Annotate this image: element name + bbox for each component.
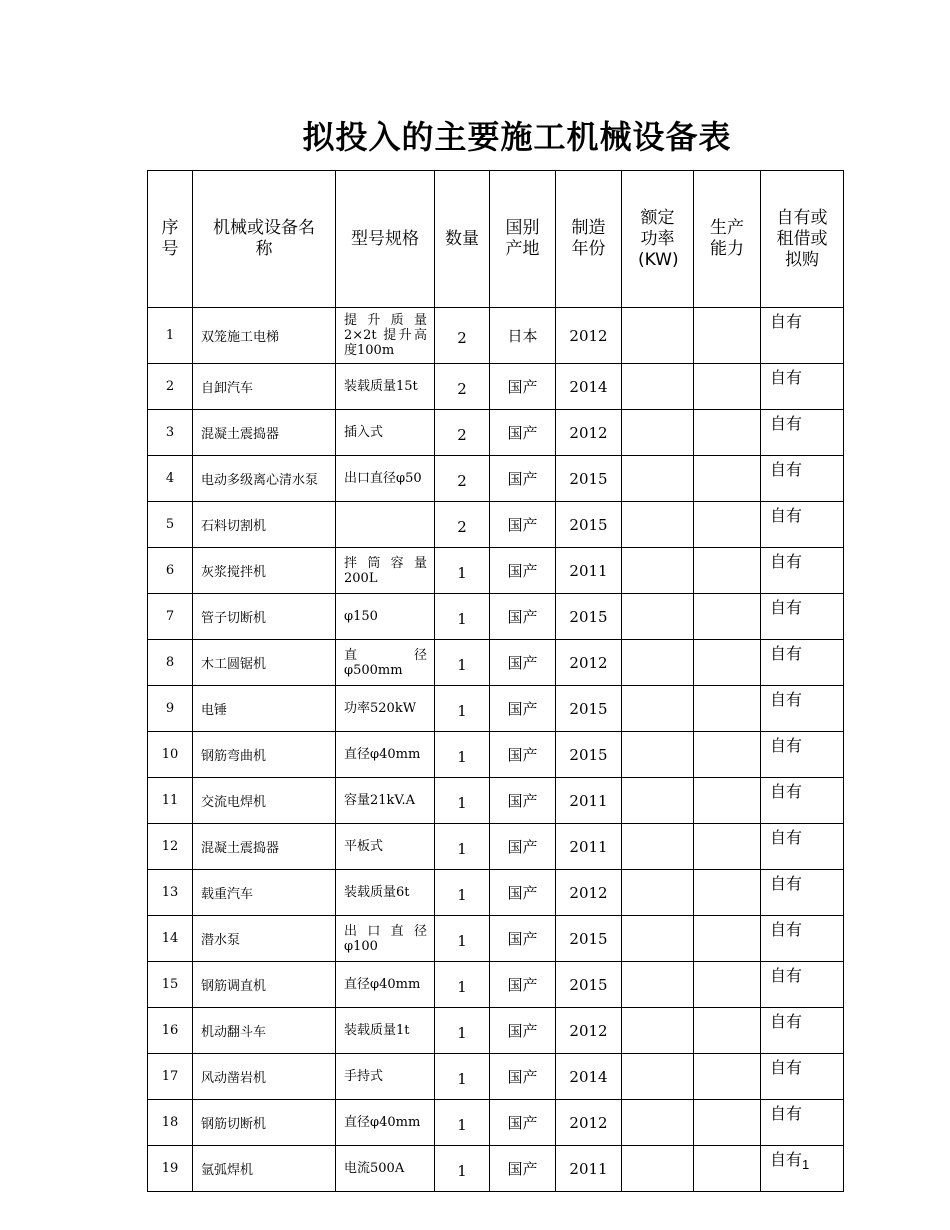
table-row	[148, 1100, 844, 1146]
model-spec-cell: 拌筒容量200L	[336, 548, 435, 594]
origin-cell: 国产	[490, 870, 556, 916]
capacity-cell	[694, 732, 761, 778]
row-number-cell: 3	[148, 410, 193, 456]
quantity-cell: 2	[435, 410, 490, 456]
equipment-name-cell: 木工圆锯机	[193, 640, 336, 686]
ownership-cell: 自有	[761, 732, 844, 778]
rated-power-cell	[622, 594, 694, 640]
rated-power-cell	[622, 502, 694, 548]
rated-power-cell	[622, 1146, 694, 1192]
model-spec-cell: 功率520kW	[336, 686, 435, 732]
ownership-cell: 自有	[761, 502, 844, 548]
ownership-cell: 自有	[761, 594, 844, 640]
equipment-name-cell: 钢筋调直机	[193, 962, 336, 1008]
capacity-cell	[694, 916, 761, 962]
origin-cell: 国产	[490, 778, 556, 824]
capacity-cell	[694, 1008, 761, 1054]
rated-power-cell	[622, 548, 694, 594]
header-cell: 型号规格	[336, 171, 435, 308]
capacity-cell	[694, 548, 761, 594]
manufacture-year-cell: 2015	[556, 502, 622, 548]
row-number-cell: 9	[148, 686, 193, 732]
row-number-cell: 16	[148, 1008, 193, 1054]
model-spec-cell: 出口直径φ100	[336, 916, 435, 962]
ownership-cell: 自有	[761, 962, 844, 1008]
header-cell: 自有或租借或拟购	[761, 171, 844, 308]
row-number-cell: 18	[148, 1100, 193, 1146]
table-body	[148, 308, 844, 1192]
manufacture-year-cell: 2012	[556, 1100, 622, 1146]
rated-power-cell	[622, 308, 694, 364]
equipment-name-cell: 自卸汽车	[193, 364, 336, 410]
capacity-cell	[694, 456, 761, 502]
manufacture-year-cell: 2012	[556, 308, 622, 364]
equipment-name-cell: 钢筋切断机	[193, 1100, 336, 1146]
row-number-cell: 10	[148, 732, 193, 778]
equipment-name-cell: 钢筋弯曲机	[193, 732, 336, 778]
capacity-cell	[694, 640, 761, 686]
quantity-cell: 1	[435, 1008, 490, 1054]
quantity-cell: 1	[435, 594, 490, 640]
row-number-cell: 12	[148, 824, 193, 870]
rated-power-cell	[622, 640, 694, 686]
table-row	[148, 778, 844, 824]
origin-cell: 国产	[490, 962, 556, 1008]
header-cell: 数量	[435, 171, 490, 308]
equipment-name-cell: 载重汽车	[193, 870, 336, 916]
quantity-cell: 1	[435, 732, 490, 778]
equipment-name-cell: 机动翻斗车	[193, 1008, 336, 1054]
equipment-name-cell: 风动凿岩机	[193, 1054, 336, 1100]
row-number-cell: 2	[148, 364, 193, 410]
ownership-cell: 自有	[761, 1100, 844, 1146]
quantity-cell: 1	[435, 686, 490, 732]
manufacture-year-cell: 2012	[556, 870, 622, 916]
table-row	[148, 870, 844, 916]
capacity-cell	[694, 778, 761, 824]
capacity-cell	[694, 308, 761, 364]
ownership-cell: 自有	[761, 916, 844, 962]
origin-cell: 国产	[490, 594, 556, 640]
header-cell: 机械或设备名称	[193, 171, 336, 308]
origin-cell: 国产	[490, 456, 556, 502]
table-row	[148, 364, 844, 410]
model-spec-cell: 直径φ40mm	[336, 962, 435, 1008]
model-spec-cell: 平板式	[336, 824, 435, 870]
capacity-cell	[694, 824, 761, 870]
capacity-cell	[694, 686, 761, 732]
manufacture-year-cell: 2011	[556, 824, 622, 870]
header-cell: 序号	[148, 171, 193, 308]
table-row	[148, 962, 844, 1008]
row-number-cell: 6	[148, 548, 193, 594]
equipment-name-cell: 石料切割机	[193, 502, 336, 548]
manufacture-year-cell: 2015	[556, 594, 622, 640]
table-row	[148, 548, 844, 594]
model-spec-cell: 直径φ40mm	[336, 732, 435, 778]
table-row	[148, 916, 844, 962]
quantity-cell: 2	[435, 502, 490, 548]
quantity-cell: 1	[435, 916, 490, 962]
row-number-cell: 14	[148, 916, 193, 962]
capacity-cell	[694, 410, 761, 456]
header-cell: 生产能力	[694, 171, 761, 308]
row-number-cell: 13	[148, 870, 193, 916]
equipment-name-cell: 混凝土震捣器	[193, 824, 336, 870]
manufacture-year-cell: 2012	[556, 640, 622, 686]
origin-cell: 国产	[490, 640, 556, 686]
ownership-cell: 自有	[761, 456, 844, 502]
quantity-cell: 2	[435, 308, 490, 364]
quantity-cell: 1	[435, 870, 490, 916]
row-number-cell: 11	[148, 778, 193, 824]
equipment-name-cell: 电动多级离心清水泵	[193, 456, 336, 502]
ownership-cell: 自有	[761, 640, 844, 686]
row-number-cell: 17	[148, 1054, 193, 1100]
manufacture-year-cell: 2015	[556, 686, 622, 732]
table-row	[148, 824, 844, 870]
model-spec-cell: 手持式	[336, 1054, 435, 1100]
capacity-cell	[694, 502, 761, 548]
manufacture-year-cell: 2011	[556, 1146, 622, 1192]
header-cell: 国别产地	[490, 171, 556, 308]
row-number-cell: 19	[148, 1146, 193, 1192]
equipment-name-cell: 双笼施工电梯	[193, 308, 336, 364]
quantity-cell: 2	[435, 364, 490, 410]
table-row	[148, 1008, 844, 1054]
equipment-name-cell: 管子切断机	[193, 594, 336, 640]
model-spec-cell: 直径φ500mm	[336, 640, 435, 686]
equipment-name-cell: 潜水泵	[193, 916, 336, 962]
rated-power-cell	[622, 456, 694, 502]
model-spec-cell: 装载质量1t	[336, 1008, 435, 1054]
ownership-cell: 自有	[761, 824, 844, 870]
rated-power-cell	[622, 1100, 694, 1146]
ownership-cell: 自有	[761, 870, 844, 916]
quantity-cell: 1	[435, 640, 490, 686]
rated-power-cell	[622, 686, 694, 732]
ownership-cell: 自有	[761, 686, 844, 732]
table-row	[148, 502, 844, 548]
quantity-cell: 1	[435, 1146, 490, 1192]
rated-power-cell	[622, 824, 694, 870]
quantity-cell: 1	[435, 962, 490, 1008]
rated-power-cell	[622, 916, 694, 962]
ownership-cell: 自有	[761, 364, 844, 410]
header-cell: 额定功率(KW)	[622, 171, 694, 308]
quantity-cell: 1	[435, 778, 490, 824]
model-spec-cell	[336, 502, 435, 548]
row-number-cell: 4	[148, 456, 193, 502]
origin-cell: 国产	[490, 410, 556, 456]
origin-cell: 国产	[490, 916, 556, 962]
equipment-name-cell: 交流电焊机	[193, 778, 336, 824]
origin-cell: 国产	[490, 1054, 556, 1100]
model-spec-cell: 电流500A	[336, 1146, 435, 1192]
quantity-cell: 2	[435, 456, 490, 502]
equipment-name-cell: 灰浆搅拌机	[193, 548, 336, 594]
ownership-cell: 自有	[761, 548, 844, 594]
rated-power-cell	[622, 870, 694, 916]
origin-cell: 国产	[490, 1008, 556, 1054]
table-row	[148, 308, 844, 364]
equipment-name-cell: 混凝土震捣器	[193, 410, 336, 456]
capacity-cell	[694, 1100, 761, 1146]
row-number-cell: 8	[148, 640, 193, 686]
origin-cell: 国产	[490, 548, 556, 594]
capacity-cell	[694, 870, 761, 916]
equipment-name-cell: 氩弧焊机	[193, 1146, 336, 1192]
origin-cell: 国产	[490, 824, 556, 870]
ownership-cell: 自有	[761, 410, 844, 456]
ownership-cell: 自有	[761, 778, 844, 824]
row-number-cell: 7	[148, 594, 193, 640]
manufacture-year-cell: 2014	[556, 364, 622, 410]
rated-power-cell	[622, 962, 694, 1008]
equipment-name-cell: 电锤	[193, 686, 336, 732]
manufacture-year-cell: 2014	[556, 1054, 622, 1100]
quantity-cell: 1	[435, 548, 490, 594]
origin-cell: 国产	[490, 1100, 556, 1146]
model-spec-cell: 装载质量15t	[336, 364, 435, 410]
ownership-cell: 自有	[761, 1008, 844, 1054]
ownership-cell: 自有	[761, 1054, 844, 1100]
model-spec-cell: 装载质量6t	[336, 870, 435, 916]
row-number-cell: 15	[148, 962, 193, 1008]
origin-cell: 日本	[490, 308, 556, 364]
ownership-cell: 自有	[761, 308, 844, 364]
origin-cell: 国产	[490, 686, 556, 732]
model-spec-cell: 容量21kV.A	[336, 778, 435, 824]
manufacture-year-cell: 2011	[556, 778, 622, 824]
table-row	[148, 594, 844, 640]
model-spec-cell: 出口直径φ50	[336, 456, 435, 502]
quantity-cell: 1	[435, 1054, 490, 1100]
rated-power-cell	[622, 778, 694, 824]
manufacture-year-cell: 2011	[556, 548, 622, 594]
table-header-row	[148, 171, 844, 308]
manufacture-year-cell: 2012	[556, 1008, 622, 1054]
capacity-cell	[694, 1054, 761, 1100]
table-row	[148, 1146, 844, 1192]
capacity-cell	[694, 1146, 761, 1192]
table-row	[148, 686, 844, 732]
page-title: 拟投入的主要施工机械设备表	[302, 118, 732, 156]
table-row	[148, 640, 844, 686]
capacity-cell	[694, 364, 761, 410]
rated-power-cell	[622, 732, 694, 778]
page-number: 1	[802, 1157, 810, 1172]
capacity-cell	[694, 594, 761, 640]
origin-cell: 国产	[490, 1146, 556, 1192]
origin-cell: 国产	[490, 502, 556, 548]
rated-power-cell	[622, 364, 694, 410]
model-spec-cell: 插入式	[336, 410, 435, 456]
model-spec-cell: 直径φ40mm	[336, 1100, 435, 1146]
table-row	[148, 1054, 844, 1100]
row-number-cell: 1	[148, 308, 193, 364]
rated-power-cell	[622, 1008, 694, 1054]
manufacture-year-cell: 2015	[556, 456, 622, 502]
manufacture-year-cell: 2012	[556, 410, 622, 456]
model-spec-cell: 提升质量2×2t 提升高度100m	[336, 308, 435, 364]
manufacture-year-cell: 2015	[556, 916, 622, 962]
capacity-cell	[694, 962, 761, 1008]
header-cell: 制造年份	[556, 171, 622, 308]
table-row	[148, 456, 844, 502]
quantity-cell: 1	[435, 1100, 490, 1146]
rated-power-cell	[622, 410, 694, 456]
ownership-cell: 自有	[761, 1146, 844, 1192]
manufacture-year-cell: 2015	[556, 732, 622, 778]
row-number-cell: 5	[148, 502, 193, 548]
quantity-cell: 1	[435, 824, 490, 870]
equipment-table	[147, 170, 844, 1192]
origin-cell: 国产	[490, 732, 556, 778]
origin-cell: 国产	[490, 364, 556, 410]
model-spec-cell: φ150	[336, 594, 435, 640]
manufacture-year-cell: 2015	[556, 962, 622, 1008]
rated-power-cell	[622, 1054, 694, 1100]
table-row	[148, 410, 844, 456]
table-row	[148, 732, 844, 778]
